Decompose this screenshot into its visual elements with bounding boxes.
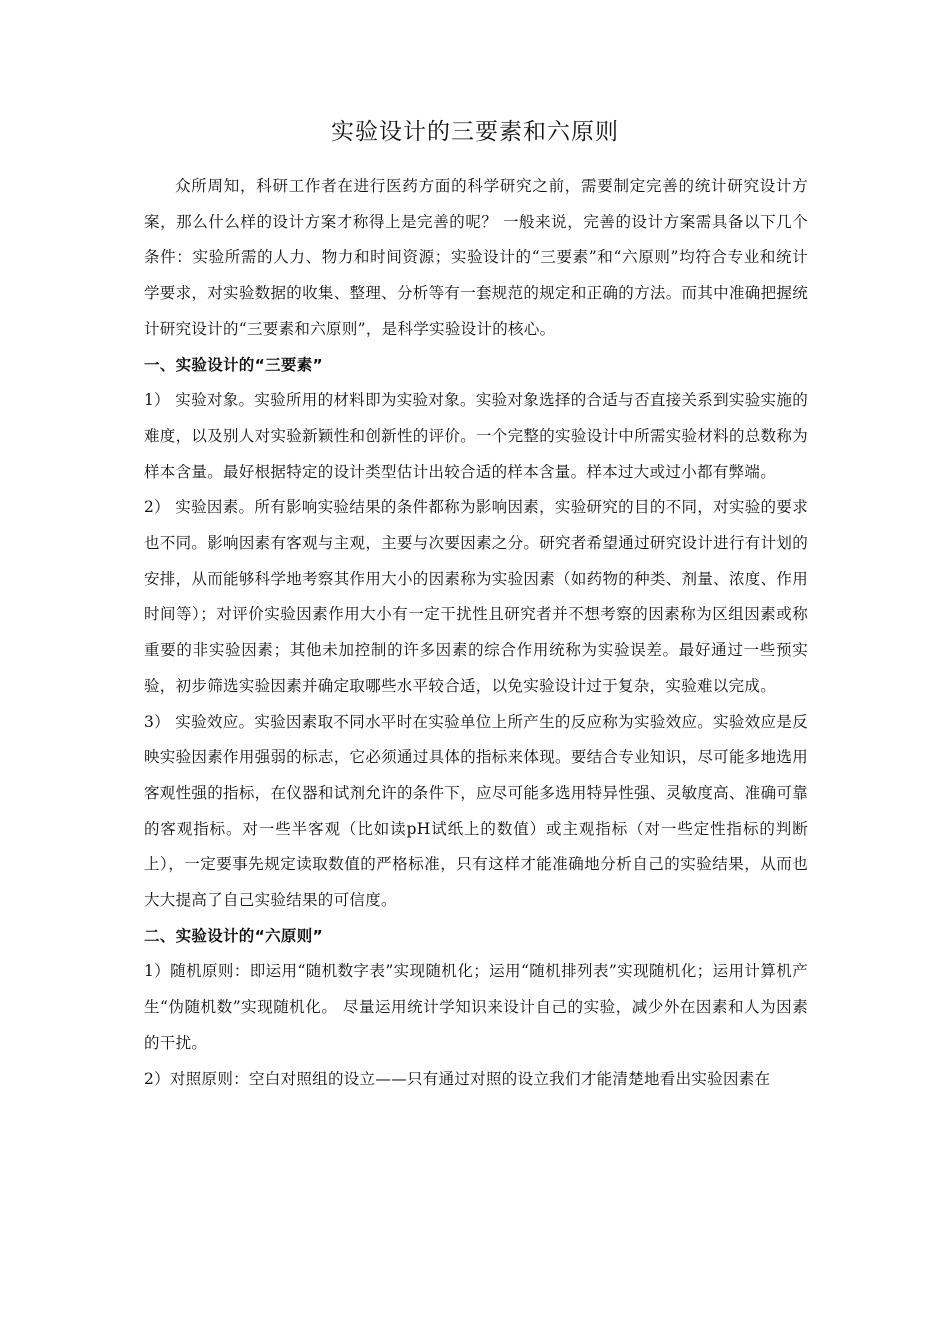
section-heading-six-principles: 二、实验设计的“六原则”	[144, 926, 323, 945]
paragraph-experimental-subject: 1） 实验对象。实验所用的材料即为实验对象。实验对象选择的合适与否直接关系到实验实施的难度，以及别人对实验新颖性和创新性的评价。一个完整的实验设计中所需实验材料的总数称为样本含量。最好根据特定的设计类型估计出较合适的样本含量。样本过大或过小都有弊端。	[144, 391, 808, 481]
document-title: 实验设计的三要素和六原则	[331, 119, 619, 145]
document-body	[144, 169, 808, 1097]
paragraph-control-principle: 2）对照原则：空白对照组的设立——只有通过对照的设立我们才能清楚地看出实验因素在	[144, 1069, 771, 1088]
paragraph-experimental-factor: 2） 实验因素。所有影响实验结果的条件都称为影响因素，实验研究的目的不同，对实验的要求也不同。影响因素有客观与主观，主要与次要因素之分。研究者希望通过研究设计进行有计划的安排，从而能够科学地考察其作用大小的因素称为实验因素（如药物的种类、剂量、浓度、作用时间等）；对评价实验因素作用大小有一定干扰性且研究者并不想考察的因素称为区组因素或称重要的非实验因素；其他未加控制的许多因素的综合作用统称为实验误差。最好通过一些预实验，初步筛选实验因素并确定取哪些水平较合适，以免实验设计过于复杂，实验难以完成。	[144, 498, 808, 695]
intro-paragraph: 众所周知，科研工作者在进行医药方面的科学研究之前，需要制定完善的统计研究设计方案，那么什么样的设计方案才称得上是完善的呢？ 一般来说，完善的设计方案需具备以下几个条件：实验所需的人力、物力和时间资源；实验设计的“三要素”和“六原则”均符合专业和统计学要求，对实验数据的收集、整理、分析等有一套规范的规定和正确的方法。而其中准确把握统计研究设计的“三要素和六原则”，是科学实验设计的核心。	[144, 177, 808, 338]
section-heading-three-elements: 一、实验设计的“三要素”	[144, 355, 323, 374]
paragraph-randomization-principle: 1）随机原则：即运用“随机数字表”实现随机化；运用“随机排列表”实现随机化；运用计算机产生“伪随机数”实现随机化。 尽量运用统计学知识来设计自己的实验，减少外在因素和人为因素的干扰。	[144, 962, 808, 1052]
paragraph-experimental-effect: 3） 实验效应。实验因素取不同水平时在实验单位上所产生的反应称为实验效应。实验效应是反映实验因素作用强弱的标志，它必须通过具体的指标来体现。要结合专业知识，尽可能多地选用客观性强的指标，在仪器和试剂允许的条件下，应尽可能多选用特异性强、灵敏度高、准确可靠的客观指标。对一些半客观（比如读pH试纸上的数值）或主观指标（对一些定性指标的判断上），一定要事先规定读取数值的严格标准，只有这样才能准确地分析自己的实验结果，从而也大大提高了自己实验结果的可信度。	[144, 712, 808, 910]
